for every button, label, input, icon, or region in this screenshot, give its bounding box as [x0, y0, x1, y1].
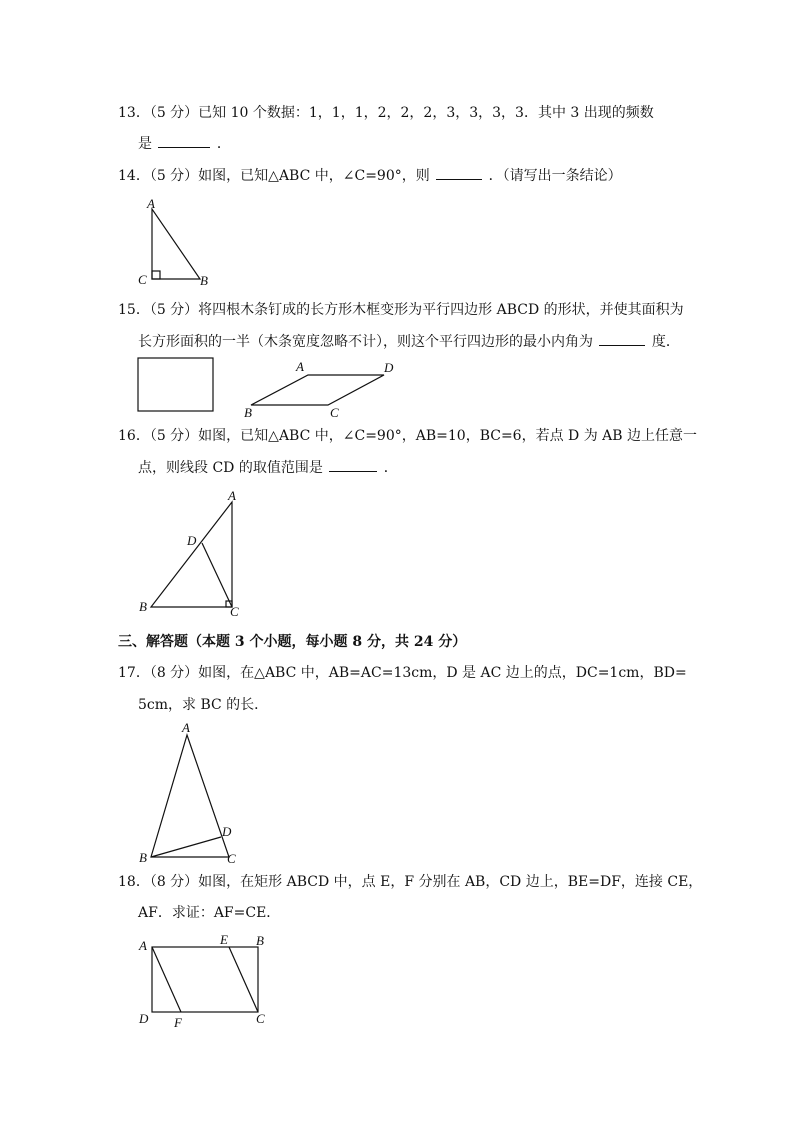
q18-label-c: C: [256, 1011, 265, 1026]
q15-label-b: B: [244, 405, 252, 420]
q18-label-a: A: [139, 938, 147, 953]
q15-answer-blank: [599, 331, 645, 346]
q18-figure: [136, 930, 276, 1030]
q16-figure: [136, 486, 256, 618]
q14-figure-right-triangle: [132, 195, 232, 290]
q18-label-d: D: [139, 1011, 149, 1026]
q14-answer-blank: [436, 165, 482, 180]
q17-figure: [136, 718, 246, 868]
q15-line2-prefix: 长方形面积的一半（木条宽度忽略不计），则这个平行四边形的最小内角为: [138, 334, 593, 350]
q16-label-b: B: [139, 599, 147, 614]
q15-line2: [138, 331, 680, 352]
q16-answer-blank: [329, 457, 377, 472]
q17-triangle: [151, 735, 229, 857]
q17-label-b: B: [139, 850, 147, 865]
q17-line1: 17．（8 分）如图，在△ABC 中，AB=AC=13cm，D 是 AC 边上的点，DC=1cm，BD=: [118, 665, 687, 681]
q16-segment-cd: [202, 543, 232, 607]
q16-line2-prefix: 点，则线段 CD 的取值范围是: [138, 460, 323, 476]
q15-figure: [136, 355, 411, 425]
q18-label-b: B: [256, 933, 264, 948]
q14-right-angle-mark: [152, 271, 160, 279]
q14-label-c: C: [138, 272, 147, 287]
q13-line2-prefix: 是: [138, 136, 152, 152]
q18-rectangle: [152, 947, 258, 1012]
q14-label-b: B: [200, 273, 208, 288]
q18-label-f: F: [174, 1015, 182, 1030]
section-3-title: 三、解答题（本题 3 个小题，每小题 8 分，共 24 分）: [118, 634, 467, 650]
q17-label-d: D: [222, 824, 232, 839]
q17-label-a: A: [182, 720, 190, 735]
q18-line1: 18．（8 分）如图，在矩形 ABCD 中，点 E，F 分别在 AB，CD 边上，BE=DF，连接 CE，: [118, 874, 703, 890]
q16-line2-suffix: ．: [383, 460, 398, 476]
q14-suffix: ．（请写出一条结论）: [488, 168, 622, 184]
q15-label-a: A: [296, 359, 304, 374]
q15-line2-suffix: 度．: [651, 334, 680, 350]
q18-segment-ce: [229, 947, 258, 1012]
q17-segment-bd: [151, 837, 221, 857]
q15-line1: 15．（5 分）将四根木条钉成的长方形木框变形为平行四边形 ABCD 的形状，并使其面积为: [118, 302, 684, 318]
q14-prefix: 14．（5 分）如图，已知△ABC 中，∠C=90°，则: [118, 168, 430, 184]
q16-label-a: A: [228, 488, 236, 503]
q16-line1: 16．（5 分）如图，已知△ABC 中，∠C=90°，AB=10，BC=6，若点 D 为 AB 边上任意一: [118, 428, 698, 444]
q14-triangle: [152, 209, 200, 279]
q14-line: [118, 165, 622, 186]
q14-label-a: A: [147, 196, 155, 211]
q18-segment-af: [152, 947, 181, 1012]
q15-rectangle: [138, 358, 213, 411]
q16-label-d: D: [187, 533, 197, 548]
q16-triangle: [151, 502, 232, 607]
q15-label-d: D: [384, 360, 394, 375]
q13-answer-blank: [158, 133, 210, 148]
q15-label-c: C: [330, 405, 339, 420]
q18-label-e: E: [220, 932, 228, 947]
q16-line2: [138, 457, 398, 478]
q17-label-c: C: [227, 851, 236, 866]
q17-line2: 5cm，求 BC 的长．: [138, 697, 269, 713]
q13-line1: 13．（5 分）已知 10 个数据：1，1，1，2，2，2，3，3，3，3．其中 3 出现的频数: [118, 105, 654, 121]
q16-label-c: C: [230, 604, 239, 619]
q18-line2: AF．求证：AF=CE．: [138, 905, 281, 921]
q13-line2: [138, 133, 231, 154]
q15-parallelogram: [251, 375, 384, 405]
q13-line2-suffix: ．: [216, 136, 231, 152]
